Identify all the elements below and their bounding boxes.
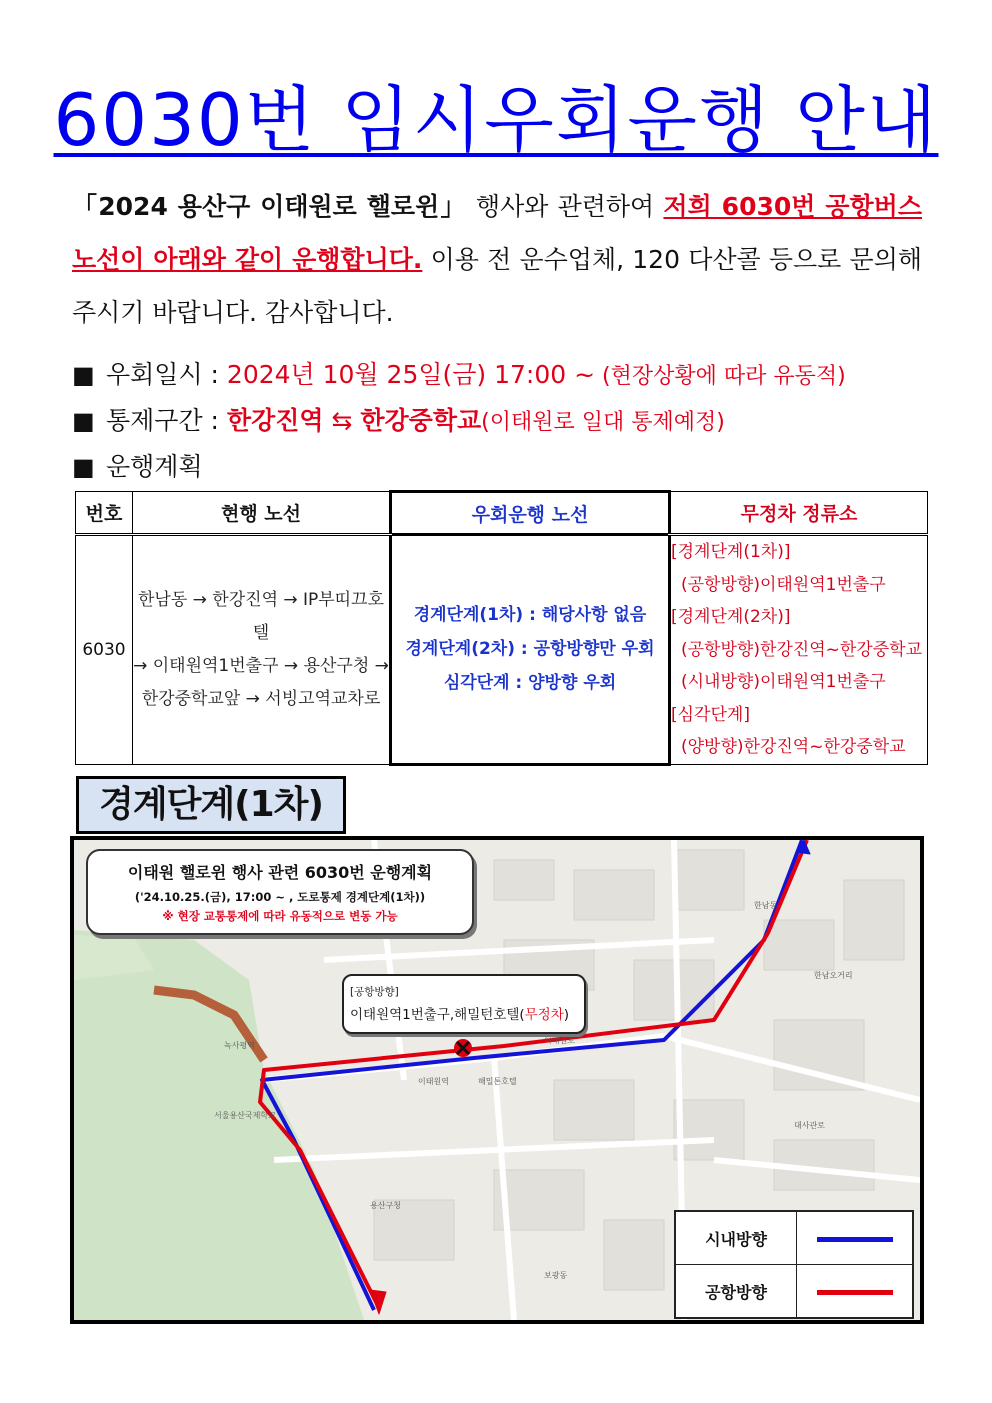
swap-arrow-icon: ⇆: [323, 406, 361, 435]
bullet-detour-time: [72, 352, 972, 398]
event-name: 「2024 용산구 이태원로 핼로윈」: [72, 192, 467, 221]
map-label: 해밀톤호텔: [478, 1077, 517, 1086]
control-section-label: 통제구간 :: [106, 406, 227, 435]
legend-label: 공항방향: [675, 1265, 797, 1319]
square-bullet-icon: ■: [72, 453, 95, 481]
detour-time-value: 2024년 10월 25일(금) 17:00 ~: [226, 360, 596, 389]
map-legend: [674, 1210, 914, 1319]
stop-name-line: [350, 1003, 584, 1023]
nonstop-line: [심각단계]: [671, 704, 750, 725]
current-route-line: → 이태원역1번출구 → 용산구청 →: [133, 655, 389, 676]
header-detour-route: 우회운행 노선: [391, 492, 670, 535]
current-route-cell: [133, 535, 391, 765]
nonstop-line: (공항방향)한강진역~한강중학교: [681, 639, 922, 660]
detour-line: 경계단계(2차) : 공항방향만 우회: [405, 639, 655, 660]
map-label: 이태원로: [544, 1036, 575, 1045]
bullet-control-section: [72, 398, 972, 444]
bullet-plan: [72, 444, 972, 490]
detour-line: 경계단계(1차) : 해당사항 없음: [413, 605, 647, 626]
bullet-list: [72, 352, 972, 490]
map-label: 서울용산국제학교: [214, 1111, 276, 1120]
plan-label: 운행계획: [106, 452, 203, 481]
stop-close: ): [563, 1007, 570, 1023]
blue-line-icon: [817, 1237, 893, 1242]
map-label: 용산구청: [370, 1201, 401, 1210]
header-current-route: 현행 노선: [133, 492, 391, 535]
control-to: 한강중학교: [360, 406, 482, 435]
map-info-note: ※ 현장 교통통제에 따라 유동적으로 변동 가능: [162, 909, 398, 923]
stop-status: 무정차: [524, 1007, 564, 1023]
route-number: 6030: [76, 535, 133, 765]
page-title: 6030번 임시우회운행 안내: [53, 78, 939, 162]
operation-plan-table: [75, 490, 928, 766]
square-bullet-icon: ■: [72, 407, 95, 435]
intro-highlight: 저희 6030번 공항버스 노선이 아래와 같이 운행합니다.: [72, 192, 922, 274]
map-info-box: [86, 849, 474, 935]
intro-tail: 이용 전 운수업체, 120 다산콜 등으로 문의해 주시기 바랍니다. 감사합니다.: [72, 245, 922, 327]
detour-line: 심각단계 : 양방향 우회: [443, 673, 617, 694]
nonstop-line: [경계단계(1차)]: [671, 542, 791, 562]
table-header-row: [76, 492, 928, 535]
map-info-subtitle: ('24.10.25.(금), 17:00 ~ , 도로통제 경계단계(1차)): [134, 890, 426, 904]
legend-label: 시내방향: [675, 1211, 797, 1265]
nonstop-cell: [670, 535, 928, 765]
current-route-line: 한강중학교앞 → 서빙고역교차로: [141, 688, 381, 709]
control-note: (이태원로 일대 통제예정): [481, 410, 725, 435]
stop-direction: [공항방향]: [350, 986, 399, 998]
current-route-line: 한남동 → 한강진역 → IP부띠끄호텔: [137, 589, 384, 643]
nonstop-line: (시내방향)이태원역1번출구: [681, 672, 886, 692]
detour-time-note: (현장상황에 따라 유동적): [595, 364, 846, 389]
legend-row: [675, 1211, 913, 1265]
nonstop-x-icon: [454, 1039, 472, 1057]
stop-name: 이태원역1번출구,해밀턴호텔(: [350, 1007, 525, 1023]
header-number: 번호: [76, 492, 133, 535]
map-label: 이태원역: [418, 1077, 449, 1086]
route-map: [70, 836, 924, 1324]
square-bullet-icon: ■: [72, 361, 95, 389]
intro-mid: 행사와 관련하여: [466, 192, 664, 221]
map-info-title: 이태원 핼로윈 행사 관련 6030번 운행계획: [127, 863, 433, 882]
map-label: 대사관로: [794, 1121, 825, 1130]
red-line-icon: [817, 1290, 893, 1295]
map-label: 한남동: [754, 901, 778, 910]
detour-route-cell: [391, 535, 670, 765]
detour-time-label: 우회일시 :: [106, 360, 227, 389]
legend-row: [675, 1265, 913, 1319]
nonstop-line: (공항방향)이태원역1번출구: [681, 574, 886, 595]
nonstop-line: [경계단계(2차)]: [671, 607, 791, 627]
map-label: 보광동: [544, 1271, 568, 1280]
table-row: [76, 535, 928, 765]
stage-label: 경계단계(1차): [76, 776, 346, 834]
map-label: 녹사평역: [224, 1041, 255, 1050]
header-nonstop: 무정차 정류소: [670, 492, 928, 535]
nonstop-line: (양방향)한강진역~한강중학교: [681, 737, 906, 757]
intro-paragraph: [72, 180, 922, 339]
map-label: 한남오거리: [814, 971, 853, 980]
nonstop-callout: [342, 974, 586, 1034]
control-from: 한강진역: [226, 406, 324, 435]
